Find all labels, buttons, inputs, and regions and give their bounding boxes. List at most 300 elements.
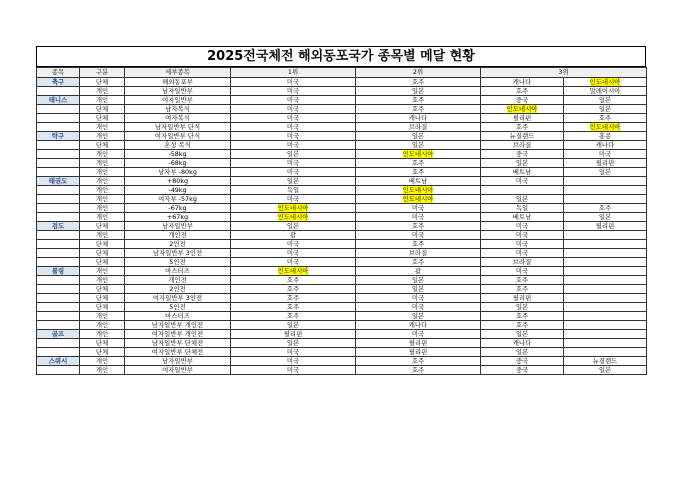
type-cell [80, 141, 125, 150]
type-text: 개인 [95, 195, 109, 203]
third-place-a-cell [481, 357, 564, 366]
event-cell [125, 78, 231, 87]
event-cell [125, 366, 231, 375]
sport-cell [37, 150, 80, 159]
type-cell [80, 222, 125, 231]
third-place-a-cell [481, 249, 564, 258]
second-place-cell [356, 213, 481, 222]
first-place-text: 미국 [286, 348, 300, 356]
table-row [37, 267, 647, 276]
third-place-b-cell [564, 96, 647, 105]
event-cell [125, 267, 231, 276]
first-place-cell [231, 96, 356, 105]
third-place-a-text: 베트남 [512, 168, 532, 176]
event-text: 여자일반부 단체전 [151, 348, 204, 356]
event-cell [125, 186, 231, 195]
type-text: 개인 [95, 366, 109, 374]
third-place-a-text: 인도네시아 [506, 105, 538, 113]
type-text: 개인 [95, 312, 109, 320]
first-place-cell [231, 105, 356, 114]
third-place-a-cell [481, 168, 564, 177]
type-cell [80, 267, 125, 276]
first-place-cell [231, 132, 356, 141]
event-cell [125, 231, 231, 240]
event-cell [125, 132, 231, 141]
table-row [37, 141, 647, 150]
type-cell [80, 249, 125, 258]
sport-text: 테니스 [48, 96, 68, 104]
header-first: 1위 [231, 68, 356, 78]
first-place-text: 일본 [286, 150, 300, 158]
third-place-b-text: 캐나다 [595, 141, 615, 149]
event-cell [125, 204, 231, 213]
second-place-text: 인도네시아 [402, 186, 434, 194]
third-place-a-cell [481, 159, 564, 168]
table-row [37, 276, 647, 285]
type-cell [80, 366, 125, 375]
first-place-text: 미국 [286, 96, 300, 104]
second-place-cell [356, 312, 481, 321]
first-place-text: 호주 [286, 303, 300, 311]
second-place-text: 호주 [411, 258, 425, 266]
second-place-text: 괌 [414, 267, 422, 275]
second-place-text: 캐나다 [408, 114, 428, 122]
second-place-cell [356, 348, 481, 357]
event-text: 해외동포부 [162, 78, 193, 86]
type-cell [80, 357, 125, 366]
table-row [37, 366, 647, 375]
type-text: 개인 [95, 159, 109, 167]
type-text: 개인 [95, 321, 109, 329]
event-text: -68kg [168, 159, 187, 167]
third-place-b-cell [564, 78, 647, 87]
first-place-cell [231, 285, 356, 294]
table-row [37, 213, 647, 222]
table-row [37, 303, 647, 312]
type-cell [80, 168, 125, 177]
event-cell [125, 213, 231, 222]
first-place-text: 인도네시아 [277, 213, 309, 221]
first-place-cell [231, 168, 356, 177]
table-row [37, 195, 647, 204]
third-place-a-text: 뉴질랜드 [509, 132, 535, 140]
second-place-cell [356, 78, 481, 87]
third-place-a-cell [481, 321, 564, 330]
third-place-b-cell [564, 339, 647, 348]
type-cell [80, 213, 125, 222]
type-cell [80, 159, 125, 168]
first-place-cell [231, 186, 356, 195]
third-place-b-cell [564, 348, 647, 357]
third-place-a-text: 호주 [515, 87, 529, 95]
third-place-a-text: 미국 [515, 177, 529, 185]
first-place-text: 미국 [286, 114, 300, 122]
second-place-cell [356, 123, 481, 132]
second-place-cell [356, 114, 481, 123]
second-place-text: 인도네시아 [402, 195, 434, 203]
third-place-b-cell [564, 285, 647, 294]
table-row [37, 87, 647, 96]
first-place-cell [231, 357, 356, 366]
type-text: 단체 [95, 105, 109, 113]
type-text: 단체 [95, 78, 109, 86]
event-cell [125, 177, 231, 186]
event-cell [125, 276, 231, 285]
event-text: 남자일반부 [162, 357, 193, 365]
type-text: 단체 [95, 294, 109, 302]
first-place-text: 호주 [286, 312, 300, 320]
first-place-cell [231, 222, 356, 231]
sport-text: 골프 [51, 330, 65, 338]
type-cell [80, 303, 125, 312]
sport-cell [37, 267, 80, 276]
third-place-a-text: 중국 [515, 150, 529, 158]
second-place-text: 일본 [411, 285, 425, 293]
third-place-b-text: 호주 [598, 204, 612, 212]
type-cell [80, 285, 125, 294]
third-place-a-text: 브라질 [512, 141, 532, 149]
first-place-text: 인도네시아 [277, 267, 309, 275]
type-cell [80, 87, 125, 96]
event-text: 2인전 [169, 240, 186, 248]
table-row [37, 222, 647, 231]
third-place-b-cell [564, 114, 647, 123]
first-place-text: 미국 [286, 132, 300, 140]
type-text: 개인 [95, 87, 109, 95]
first-place-cell [231, 321, 356, 330]
third-place-a-text: 미국 [515, 222, 529, 230]
first-place-cell [231, 258, 356, 267]
sport-text: 검도 [51, 222, 65, 230]
first-place-cell [231, 366, 356, 375]
event-text: 개인전 [168, 276, 187, 284]
first-place-text: 미국 [286, 168, 300, 176]
event-text: 5인전 [169, 258, 186, 266]
third-place-b-cell [564, 321, 647, 330]
type-cell [80, 123, 125, 132]
sport-cell [37, 78, 80, 87]
third-place-b-cell [564, 357, 647, 366]
type-cell [80, 321, 125, 330]
first-place-cell [231, 177, 356, 186]
second-place-text: 브라질 [408, 123, 428, 131]
first-place-cell [231, 213, 356, 222]
type-text: 개인 [95, 276, 109, 284]
event-text: 여자부 -57kg [158, 195, 197, 203]
type-cell [80, 339, 125, 348]
type-text: 단체 [95, 303, 109, 311]
third-place-b-text: 일본 [598, 105, 612, 113]
first-place-text: 미국 [286, 249, 300, 257]
first-place-text: 일본 [286, 321, 300, 329]
event-cell [125, 357, 231, 366]
table-row [37, 285, 647, 294]
third-place-a-cell [481, 213, 564, 222]
type-cell [80, 258, 125, 267]
third-place-b-cell [564, 258, 647, 267]
sport-cell [37, 312, 80, 321]
first-place-text: 미국 [286, 141, 300, 149]
second-place-cell [356, 276, 481, 285]
third-place-a-cell [481, 258, 564, 267]
third-place-a-cell [481, 294, 564, 303]
third-place-a-text: 캐나다 [512, 78, 532, 86]
second-place-cell [356, 195, 481, 204]
sport-cell [37, 132, 80, 141]
third-place-a-cell [481, 195, 564, 204]
table-row [37, 96, 647, 105]
third-place-a-cell [481, 312, 564, 321]
sport-cell [37, 276, 80, 285]
event-text: -58kg [168, 150, 187, 158]
second-place-text: 일본 [411, 276, 425, 284]
first-place-cell [231, 159, 356, 168]
second-place-cell [356, 105, 481, 114]
event-cell [125, 222, 231, 231]
third-place-a-cell [481, 114, 564, 123]
type-cell [80, 240, 125, 249]
third-place-b-text: 필리핀 [595, 222, 615, 230]
third-place-b-text: 홍콩 [598, 132, 612, 140]
second-place-text: 호주 [411, 96, 425, 104]
third-place-a-cell [481, 123, 564, 132]
medal-sheet [36, 46, 646, 375]
type-cell [80, 150, 125, 159]
third-place-a-text: 호주 [515, 285, 529, 293]
sport-cell [37, 339, 80, 348]
table-row [37, 204, 647, 213]
type-cell [80, 114, 125, 123]
event-text: 여자일반부 3인전 [152, 294, 203, 302]
second-place-text: 필리핀 [408, 348, 428, 356]
sport-text: 볼링 [51, 267, 65, 275]
type-cell [80, 105, 125, 114]
second-place-text: 일본 [411, 87, 425, 95]
table-row [37, 186, 647, 195]
event-text: -67kg [168, 204, 187, 212]
first-place-text: 미국 [286, 87, 300, 95]
third-place-b-cell [564, 240, 647, 249]
first-place-text: 미국 [286, 258, 300, 266]
sport-cell [37, 240, 80, 249]
third-place-b-cell [564, 132, 647, 141]
first-place-cell [231, 330, 356, 339]
third-place-b-cell [564, 312, 647, 321]
second-place-cell [356, 132, 481, 141]
type-cell [80, 330, 125, 339]
event-text: 마스터즈 [165, 267, 190, 275]
first-place-cell [231, 240, 356, 249]
second-place-cell [356, 141, 481, 150]
third-place-a-text: 베트남 [512, 213, 532, 221]
sport-text: 태권도 [48, 177, 68, 185]
sport-cell [37, 330, 80, 339]
second-place-text: 캐나다 [408, 321, 428, 329]
third-place-a-text: 호주 [515, 276, 529, 284]
sport-cell [37, 213, 80, 222]
second-place-cell [356, 96, 481, 105]
event-text: -49kg [168, 186, 187, 194]
second-place-text: 호주 [411, 168, 425, 176]
sport-cell [37, 186, 80, 195]
event-text: 남자일반부 [162, 222, 193, 230]
second-place-cell [356, 150, 481, 159]
first-place-cell [231, 150, 356, 159]
third-place-b-text: 미국 [598, 150, 612, 158]
third-place-a-cell [481, 339, 564, 348]
third-place-a-cell [481, 348, 564, 357]
third-place-b-cell [564, 366, 647, 375]
second-place-cell [356, 87, 481, 96]
third-place-b-cell [564, 195, 647, 204]
table-row [37, 312, 647, 321]
sport-cell [37, 249, 80, 258]
sport-cell [37, 204, 80, 213]
second-place-cell [356, 240, 481, 249]
type-cell [80, 78, 125, 87]
event-text: 남자일반부 개인전 [151, 321, 204, 329]
third-place-b-text: 일본 [598, 366, 612, 374]
first-place-cell [231, 294, 356, 303]
third-place-b-cell [564, 177, 647, 186]
first-place-text: 미국 [286, 105, 300, 113]
third-place-b-cell [564, 330, 647, 339]
first-place-text: 미국 [286, 78, 300, 86]
third-place-a-text: 브라질 [512, 258, 532, 266]
third-place-b-cell [564, 303, 647, 312]
event-cell [125, 141, 231, 150]
type-text: 개인 [95, 186, 109, 194]
second-place-cell [356, 168, 481, 177]
event-text: 남자일반부 3인전 [152, 249, 203, 257]
event-text: 마스터즈 [165, 312, 190, 320]
third-place-b-text: 인도네시아 [589, 78, 621, 86]
third-place-a-cell [481, 186, 564, 195]
sport-text: 탁구 [51, 132, 65, 140]
sport-cell [37, 258, 80, 267]
table-row [37, 231, 647, 240]
second-place-text: 베트남 [408, 177, 428, 185]
type-text: 단체 [95, 222, 109, 230]
event-cell [125, 285, 231, 294]
third-place-a-text: 캐나다 [512, 339, 532, 347]
type-text: 단체 [95, 249, 109, 257]
type-text: 개인 [95, 213, 109, 221]
third-place-b-cell [564, 294, 647, 303]
third-place-a-text: 일본 [515, 303, 529, 311]
event-text: 2인전 [169, 285, 186, 293]
event-cell [125, 195, 231, 204]
second-place-text: 미국 [411, 294, 425, 302]
event-cell [125, 240, 231, 249]
sport-cell [37, 177, 80, 186]
third-place-b-cell [564, 105, 647, 114]
event-cell [125, 339, 231, 348]
second-place-cell [356, 357, 481, 366]
type-cell [80, 204, 125, 213]
type-text: 단체 [95, 285, 109, 293]
third-place-a-text: 일본 [515, 195, 529, 203]
event-cell [125, 105, 231, 114]
third-place-b-text: 일본 [598, 213, 612, 221]
second-place-text: 미국 [411, 330, 425, 338]
event-cell [125, 312, 231, 321]
event-text: 여자일반부 단식 [154, 132, 201, 140]
sport-cell [37, 357, 80, 366]
type-text: 단체 [95, 141, 109, 149]
type-text: 개인 [95, 177, 109, 185]
third-place-a-text: 미국 [515, 231, 529, 239]
third-place-b-text: 필리핀 [595, 159, 615, 167]
second-place-text: 필리핀 [408, 339, 428, 347]
third-place-a-cell [481, 141, 564, 150]
third-place-a-cell [481, 177, 564, 186]
second-place-text: 호주 [411, 222, 425, 230]
second-place-text: 호주 [411, 366, 425, 374]
event-text: +80kg [166, 177, 189, 185]
second-place-text: 브라질 [408, 249, 428, 257]
first-place-text: 일본 [286, 177, 300, 185]
table-row [37, 330, 647, 339]
third-place-b-text: 호주 [598, 114, 612, 122]
first-place-text: 미국 [286, 159, 300, 167]
type-cell [80, 348, 125, 357]
table-row [37, 168, 647, 177]
third-place-a-cell [481, 276, 564, 285]
sport-cell [37, 348, 80, 357]
first-place-cell [231, 348, 356, 357]
third-place-a-cell [481, 303, 564, 312]
second-place-cell [356, 366, 481, 375]
third-place-a-cell [481, 78, 564, 87]
third-place-a-cell [481, 132, 564, 141]
type-text: 개인 [95, 150, 109, 158]
first-place-text: 일본 [286, 339, 300, 347]
sport-cell [37, 159, 80, 168]
sport-cell [37, 294, 80, 303]
type-cell [80, 294, 125, 303]
event-text: +67kg [166, 213, 189, 221]
second-place-cell [356, 339, 481, 348]
first-place-text: 미국 [286, 357, 300, 365]
event-cell [125, 87, 231, 96]
third-place-b-cell [564, 231, 647, 240]
table-row [37, 150, 647, 159]
header-event: 세부종목 [125, 68, 231, 78]
event-cell [125, 303, 231, 312]
type-cell [80, 186, 125, 195]
second-place-cell [356, 285, 481, 294]
table-row [37, 357, 647, 366]
second-place-text: 호주 [411, 105, 425, 113]
event-cell [125, 168, 231, 177]
third-place-a-cell [481, 240, 564, 249]
event-cell [125, 348, 231, 357]
second-place-text: 호주 [411, 357, 425, 365]
third-place-a-text: 일본 [515, 159, 529, 167]
first-place-cell [231, 303, 356, 312]
third-place-a-text: 필리핀 [512, 114, 532, 122]
sport-cell [37, 105, 80, 114]
second-place-text: 미국 [411, 204, 425, 212]
header-sport: 종목 [37, 68, 80, 78]
third-place-b-cell [564, 87, 647, 96]
third-place-b-cell [564, 222, 647, 231]
third-place-a-text: 호주 [515, 321, 529, 329]
third-place-a-text: 중국 [515, 96, 529, 104]
type-text: 개인 [95, 330, 109, 338]
type-text: 개인 [95, 204, 109, 212]
